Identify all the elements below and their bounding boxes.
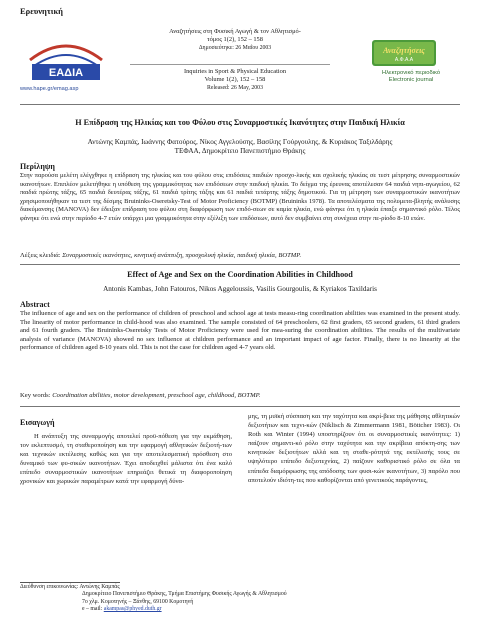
footnote xyxy=(20,584,460,614)
footnote-line-2: Δημοκρίτειο Πανεπιστήμιο Θράκης, Τμήμα Επιστήμης Φυσικής Αγωγής & Αθλητισμού xyxy=(82,591,287,598)
affiliation-greek: ΤΕΦΑΑ, Δημοκρίτειο Πανεπιστήμιο Θράκης xyxy=(174,147,306,155)
authors-greek-names: Αντώνης Καμπάς, Ιωάννης Φατούρος, Νίκος Αγγελούσης, Βασίλης Γούργουλης, & Κυριάκος Ταξιλδάρης xyxy=(87,138,393,146)
keywords-greek-text: Συναρμοστικές ικανότητες, κινητική ανάπτυξη, προσχολική ηλικία, παιδική ηλικία, BOTMP. xyxy=(62,252,302,259)
journal-url: www.hape.gr/emag.asp xyxy=(20,86,79,92)
intro-column-right: μης, τη μυϊκή σύσπαση και την ταχύτητα και ακρί-βεια της μάθησης αθλητικών δεξιοτήτων και τεχνι-κών (Niklisch & Zimmermann 1981, Böttcher 1983). Οι Roth και Winter (1994) υποστηρίζουν ότι οι συναρμοστικές ικανότητες: 1) παίζουν σημαντι-κό ρόλο στην ταχύτητα και την ακρίβεια απόκτη-σης των κινητικών δεξιοτήτων αλλά και τη σταθε-ρότητά της εκτέλεσής τους σε υψηλότερο επίπεδο δεξιοτεχνίας, 2) παίζουν καθοριστικό ρόλο σε όλα τα επίπεδα διαμόρφωσης της απόδοσης των φυσι-κών ικανοτήτων, 3) παρόλο που αποτελούν ιδιότη-τες που καθορίζονται από γενετικούς παράγοντες, xyxy=(248,413,460,484)
right-logo-text: Αναζητήσεις xyxy=(383,46,425,55)
intro-heading: Εισαγωγή xyxy=(20,418,55,427)
authors-english: Antonis Kambas, John Fatouros, Nikos Aggeloussis, Vasilis Gourgoulis, & Kyriakos Taxildaris xyxy=(103,285,377,293)
keywords-english-label: Key words: xyxy=(20,392,51,399)
abstract-english: The influence of age and sex on the performance of children of preschool and school age at tests measu-ring coordination abilities was examined in the present study. The linearity of motor performance in child-hood was also examined. The sample consisted of 64 preschoolers, 62 first graders, 65 second graders, 61 third graders and 61 fourth graders. The Bruininks-Oseretsky Tests of Motor Proficiency were used for mea-suring the coordination abilities. The results of the multivariate analysis of variance (MANOVA) showed no sex influence at children performance and an important impact of age factor. Finally, there is no linearity at the performance of children aged 8-10 years old. This is not the case for children aged 4-7 years old. xyxy=(20,310,460,352)
journal-type-caption xyxy=(366,70,456,84)
footnote-line-3: 7ο χλμ. Κομοτηνής – Ξάνθης, 69100 Κομοτηνή xyxy=(82,598,194,605)
left-logo-text: ΕΑΔΙΑ xyxy=(48,67,84,79)
caption-gr: Ηλεκτρονικό περιοδικό xyxy=(381,70,441,76)
header-divider xyxy=(130,64,330,65)
header-greek xyxy=(120,28,350,52)
journal-logo-left xyxy=(24,30,108,88)
keywords-greek-label: Λέξεις κλειδιά: xyxy=(20,252,61,259)
right-logo-sub: Α.Φ.Α.Α xyxy=(394,57,414,63)
keywords-greek xyxy=(20,252,460,259)
title-greek: Η Επίδραση της Ηλικίας και του Φύλου στις Συναρμοστικές Ικανότητες στην Παιδική Ηλικία xyxy=(75,118,405,127)
section-rule xyxy=(20,264,460,265)
header-rule xyxy=(20,104,460,105)
section-label: Ερευνητική xyxy=(20,6,63,16)
intro-rule xyxy=(20,406,460,407)
intro-column-left: Η ανάπτυξη της συναρμογής αποτελεί προϋ-πόθεση για την εκμάθηση, τον εκλεπτυσμό, τη σταθεροποίηση και την εφαρμογή αθλητικών δεξιοτή-των και τεχνικών εκτέλεσης καθώς και για την αποτελεσματική πρόσθεση στο δυναμικό των φυ-σικών ικανοτήτων. Έχει αποδειχθεί μάλιστα ότι ένα καλό επίπεδο συναρμοστικών ικανοτήτων επηρεάζει θετικά τη διαφοροποίηση χρονικών και χωρικών παραμέτρων κατά την εφαρμογή δύνα- xyxy=(20,433,232,486)
abstract-heading-english: Abstract xyxy=(20,300,50,309)
caption-en: Electronic journal xyxy=(388,77,434,83)
abstract-greek: Στην παρούσα μελέτη ελέγχθηκε η επίδραση της ηλικίας και του φύλου στις επιδόσεις παιδιών προσχο-λικής και σχολικής ηλικίας σε τεστ μέτρησης συναρμοστικών ικανοτήτων. Επιπλέον μελετήθηκε η υπόθεση της γραμμικότητας των επιδόσεων στην παιδική ηλικία. Το δείγμα της έρευνας αποτέλεσαν 64 παιδιά νηπι-αγωγείου, 62 παιδιά πρώτης τάξης, 65 παιδιά δευτέρας τάξης, 61 παιδιά τρίτης τάξης και 61 παιδιά τετάρτης τάξης δημοτικού. Για τη μέτρηση των συναρμοστικών ικανοτήτων χρησιμοποιήθηκαν τα τεστ της δέσμης Bruininks-Oseretsky-Test of Motor Proficiency (BOTMP) (Bruininks 1978). Τα αποτελέσματα της πολυμετα-βλητής ανάλυσης διακύμανσης (MANOVA) δεν έδειξαν επίδραση του φύλου στη διαφόρφωση των επιδό-σεων σε καμία ηλικία, ενώ φάνηκε ότι η ηλικία έπαιξε σημαντικό ρόλο. Τέλος φάνηκε ότι ενώ στην περίοδο 4-7 ετών υπάρχει μια γραμμικότητα στην εξέλιξη των επιδόσεων, αυτό δεν συμβαίνει στη συνέχεια στην πε-ρίοδο 8-10 ετών. xyxy=(20,172,460,222)
header-gr-line-3: Δημοσιεύτηκε: 26 Μαΐου 2003 xyxy=(198,45,272,51)
title-english: Effect of Age and Sex on the Coordination Abilities in Childhood xyxy=(127,270,353,279)
authors-greek xyxy=(20,138,460,156)
footnote-rule xyxy=(20,582,120,583)
journal-logo-right xyxy=(372,40,436,66)
header-en-line-2: Volume 1(2), 152 – 158 xyxy=(204,76,266,83)
footnote-email-line xyxy=(20,606,460,613)
abstract-heading-greek: Περίληψη xyxy=(20,162,55,171)
header-en-line-1: Inquiries in Sport & Physical Education xyxy=(183,68,287,75)
header-gr-line-1: Αναζητήσεις στη Φυσική Αγωγή & τον Αθλητισμό- xyxy=(169,28,301,35)
keywords-english xyxy=(20,392,460,399)
footnote-line-1: Διεύθυνση επικοινωνίας: Αντώνης Καμπάς xyxy=(20,584,120,590)
email-label: e – mail: xyxy=(82,606,103,613)
keywords-english-text: Coordination abilities, motor development, preschool age, childhood, BOTMP. xyxy=(52,392,261,399)
header-english xyxy=(120,68,350,92)
email-link[interactable]: akampas@phyed.duth.gr xyxy=(103,606,162,613)
header-en-line-3: Released: 26 May, 2003 xyxy=(207,85,263,91)
header-gr-line-2: τόμος 1(2), 152 – 158 xyxy=(207,36,263,43)
